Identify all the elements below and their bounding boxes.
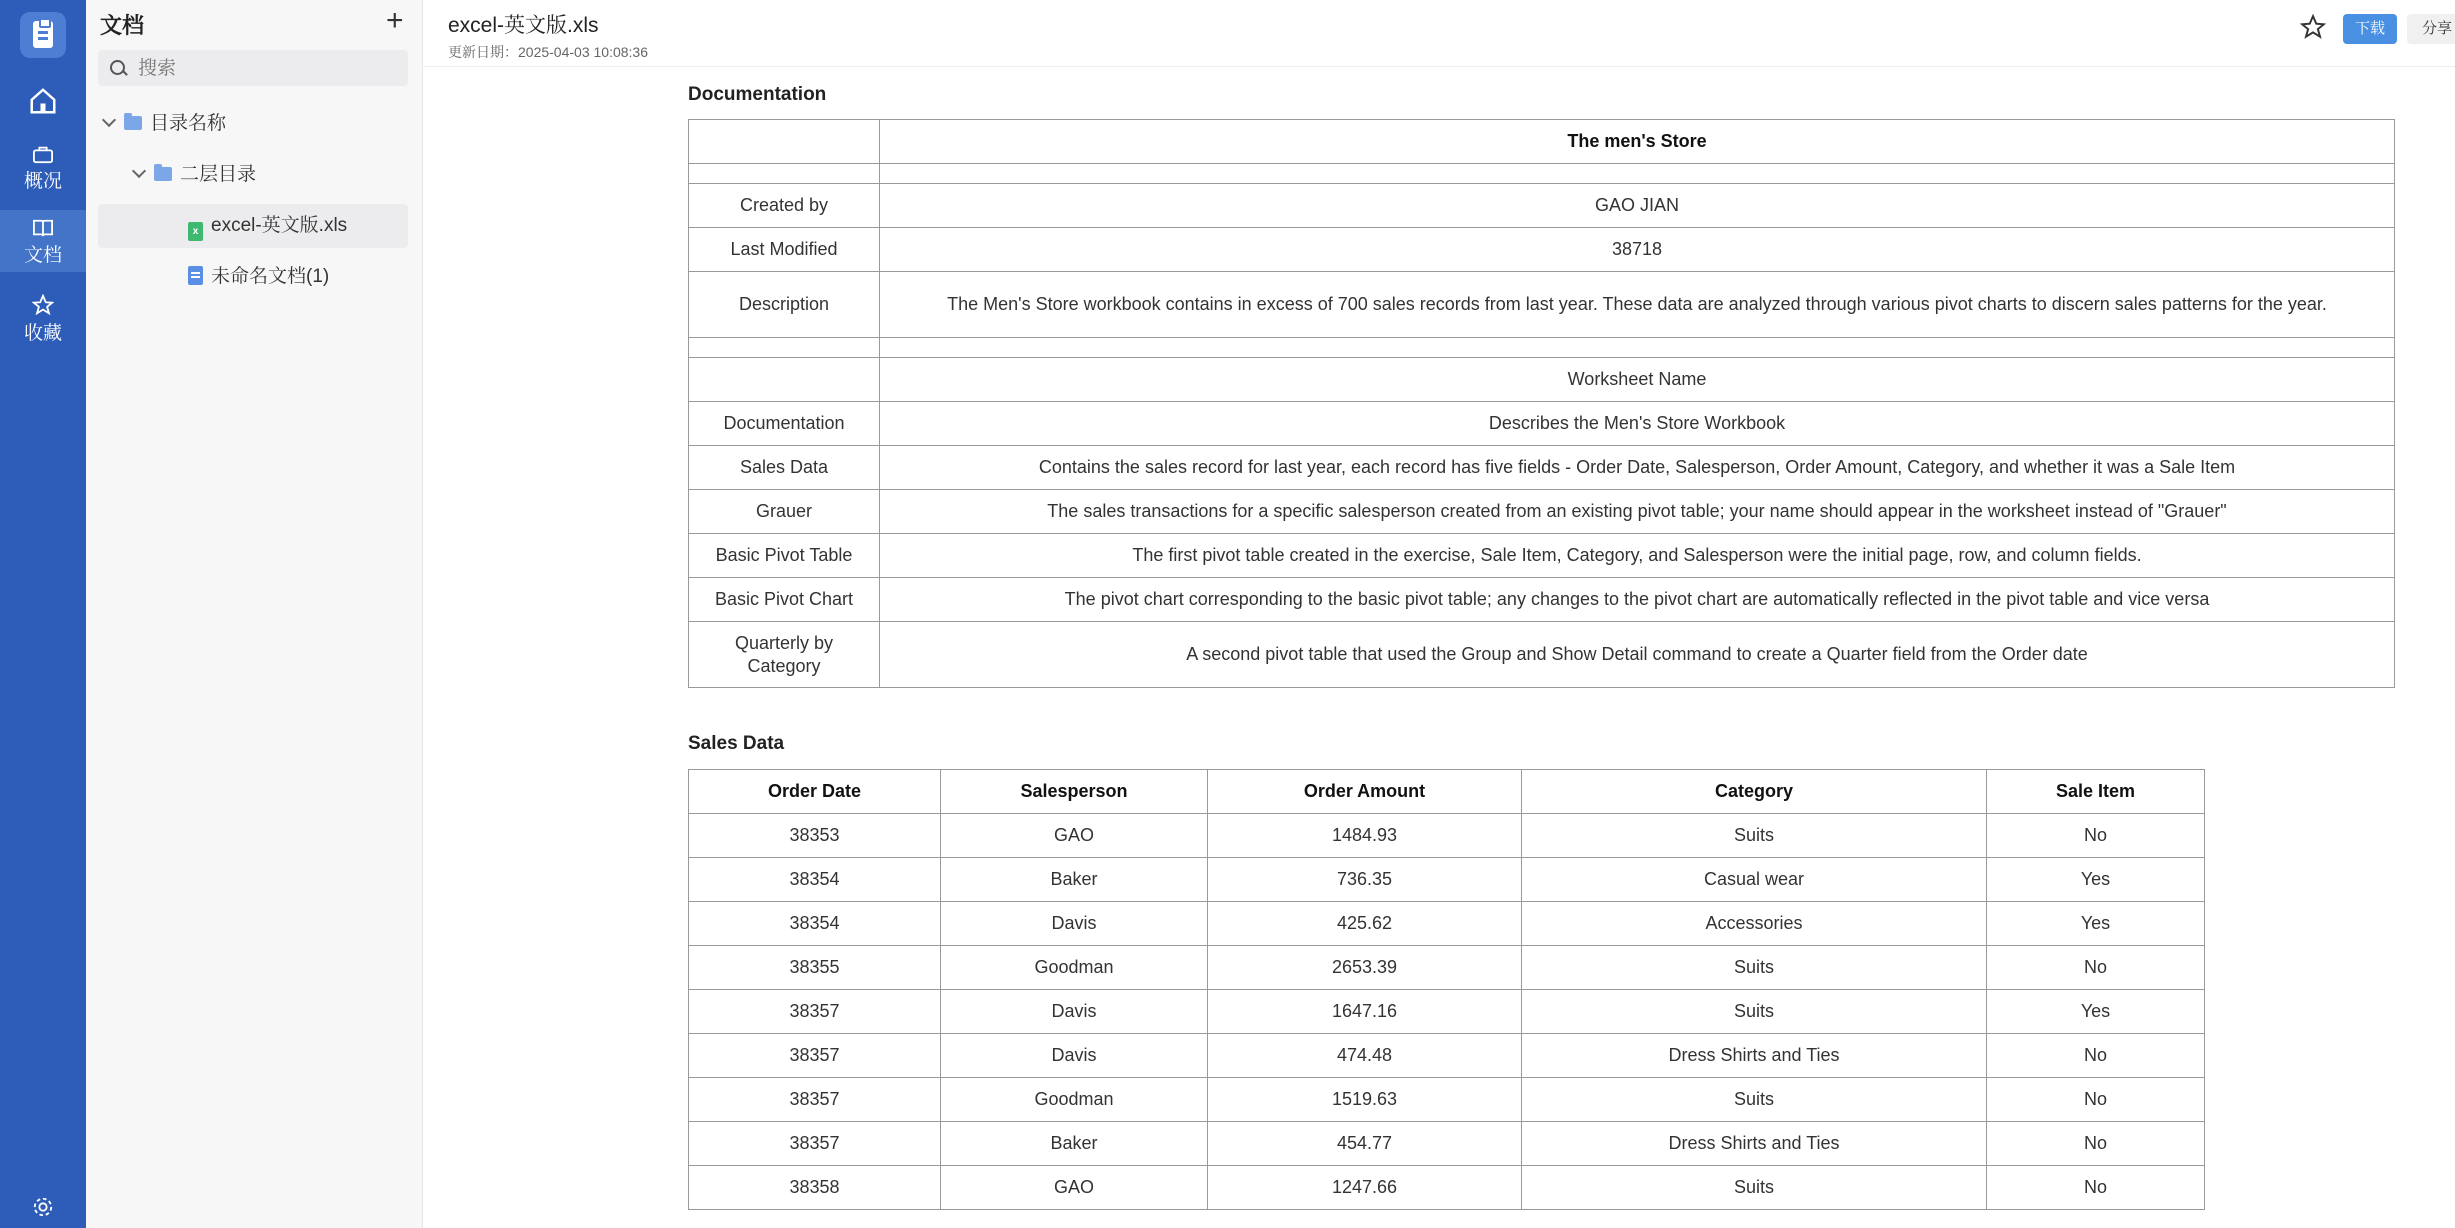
table-cell: Suits [1522,1078,1987,1122]
table-cell: 425.62 [1208,902,1522,946]
tree-item-label: excel-英文版.xls [211,215,348,236]
tree-item-subfolder[interactable] [134,153,404,197]
table-cell [689,164,880,184]
table-cell: Created by [689,184,880,228]
table-cell: Yes [1987,902,2205,946]
table-cell: 38355 [689,946,941,990]
table-row [689,1122,2205,1166]
book-icon [32,218,54,238]
nav-rail [0,0,86,1228]
table-cell: Dress Shirts and Ties [1522,1034,1987,1078]
sales-table-body [689,814,2205,1210]
table-cell: Yes [1987,858,2205,902]
table-cell: 38357 [689,1078,941,1122]
table-row [689,120,2395,164]
table-row [689,358,2395,402]
table-cell: Suits [1522,814,1987,858]
table-row [689,814,2205,858]
table-row [689,184,2395,228]
table-cell: The Men's Store workbook contains in excess of 700 sales records from last year. These data are analyzed through various pivot charts to discern sales patterns for the year. [880,272,2395,338]
table-cell [880,164,2395,184]
tree-item-label: 目录名称 [150,113,227,134]
table-row [689,1078,2205,1122]
table-cell: Goodman [941,946,1208,990]
table-cell [689,120,880,164]
table-cell: Davis [941,902,1208,946]
column-header: Salesperson [941,770,1208,814]
search-icon [110,60,125,75]
sales-section-title: Sales Data [688,733,785,754]
gear-icon [32,1196,54,1218]
table-row [689,228,2395,272]
table-cell: No [1987,1034,2205,1078]
table-cell: Dress Shirts and Ties [1522,1122,1987,1166]
table-row [689,902,2205,946]
table-cell: 38718 [880,228,2395,272]
table-cell: 1247.66 [1208,1166,1522,1210]
table-row [689,490,2395,534]
sales-data-table [688,769,2205,1210]
table-cell: Davis [941,1034,1208,1078]
store-title-cell: The men's Store [880,120,2395,164]
folder-icon [124,116,142,130]
star-icon [32,294,54,316]
documentation-section-title: Documentation [688,84,827,105]
table-cell: Description [689,272,880,338]
table-cell: Grauer [689,490,880,534]
document-title: excel-英文版.xls [448,14,599,37]
overview-nav-item[interactable] [0,140,86,198]
favorite-star-icon[interactable] [2300,14,2326,40]
table-row [689,578,2395,622]
table-cell: 1647.16 [1208,990,1522,1034]
favorites-nav-label: 收藏 [23,323,62,344]
table-cell: 736.35 [1208,858,1522,902]
table-cell: Suits [1522,1166,1987,1210]
table-cell: No [1987,1078,2205,1122]
table-row [689,858,2205,902]
tree-item-doc-file[interactable] [98,255,408,299]
chevron-down-icon[interactable] [102,113,116,127]
table-cell: No [1987,1166,2205,1210]
overview-nav-label: 概况 [23,171,62,192]
sidebar-title: 文档 [100,13,145,38]
briefcase-icon [32,144,54,164]
column-header: Sale Item [1987,770,2205,814]
table-cell: Basic Pivot Table [689,534,880,578]
table-cell: The sales transactions for a specific salesperson created from an existing pivot table; your name should appear in the worksheet instead of "Grauer" [880,490,2395,534]
table-cell: Last Modified [689,228,880,272]
tree-item-label: 二层目录 [180,164,257,185]
table-cell: 2653.39 [1208,946,1522,990]
table-cell [880,338,2395,358]
table-cell: 38354 [689,858,941,902]
search-box [98,50,408,86]
table-cell: Goodman [941,1078,1208,1122]
document-updated-date: 更新日期：2025-04-03 10:08:36 [448,44,648,60]
table-cell: GAO [941,1166,1208,1210]
table-cell: No [1987,946,2205,990]
table-row [689,1034,2205,1078]
chevron-down-icon[interactable] [132,164,146,178]
table-cell: A second pivot table that used the Group and Show Detail command to create a Quarter field from the Order date [880,622,2395,688]
table-cell: Contains the sales record for last year, each record has five fields - Order Date, Salesperson, Order Amount, Category, and whether it was a Sale Item [880,446,2395,490]
table-cell: Yes [1987,990,2205,1034]
file-sidebar [86,0,423,1228]
table-cell: Casual wear [1522,858,1987,902]
documentation-table [688,119,2395,688]
table-cell: 38354 [689,902,941,946]
table-header-row [689,770,2205,814]
table-cell: The first pivot table created in the exercise, Sale Item, Category, and Salesperson were the initial page, row, and column fields. [880,534,2395,578]
column-header: Order Amount [1208,770,1522,814]
docs-nav-label: 文档 [23,245,62,266]
table-cell: 38357 [689,1122,941,1166]
table-cell: 474.48 [1208,1034,1522,1078]
table-cell: No [1987,1122,2205,1166]
tree-item-folder[interactable] [104,102,404,146]
table-cell: The pivot chart corresponding to the basic pivot table; any changes to the pivot chart are automatically reflected in the pivot table and vice versa [880,578,2395,622]
table-cell: No [1987,814,2205,858]
worksheet-header-cell: Worksheet Name [880,358,2395,402]
table-row [689,446,2395,490]
share-button[interactable]: 分享 [2407,14,2455,44]
table-cell: Accessories [1522,902,1987,946]
tree-item-label: 未命名文档(1) [211,266,330,287]
table-row [689,534,2395,578]
table-cell: Sales Data [689,446,880,490]
document-file-icon [188,266,203,285]
search-input[interactable] [136,54,400,84]
column-header: Category [1522,770,1987,814]
excel-file-icon: x [188,222,203,241]
table-row [689,1166,2205,1210]
home-nav-item[interactable] [0,76,86,126]
table-cell: 38358 [689,1166,941,1210]
document-header [423,0,2455,67]
table-cell: Baker [941,1122,1208,1166]
column-header: Order Date [689,770,941,814]
table-cell: Suits [1522,946,1987,990]
settings-nav-item[interactable] [0,1196,86,1222]
table-cell: 38353 [689,814,941,858]
table-row [689,272,2395,338]
table-cell: Basic Pivot Chart [689,578,880,622]
table-row [689,338,2395,358]
table-cell: 1519.63 [1208,1078,1522,1122]
table-cell: Baker [941,858,1208,902]
table-cell: 38357 [689,990,941,1034]
download-button[interactable]: 下载 [2343,14,2397,44]
table-cell: 454.77 [1208,1122,1522,1166]
table-cell: GAO JIAN [880,184,2395,228]
table-cell: 38357 [689,1034,941,1078]
table-cell: Suits [1522,990,1987,1034]
add-icon[interactable]: + [386,4,404,37]
table-cell: Describes the Men's Store Workbook [880,402,2395,446]
tree-item-xls-file[interactable] [98,204,408,248]
table-row [689,402,2395,446]
docs-nav-item[interactable] [0,210,86,272]
table-cell [689,358,880,402]
table-cell: 1484.93 [1208,814,1522,858]
table-row [689,164,2395,184]
table-row [689,990,2205,1034]
table-row [689,622,2395,688]
table-cell: Davis [941,990,1208,1034]
table-row [689,946,2205,990]
table-cell: Documentation [689,402,880,446]
app-logo-icon[interactable] [20,12,66,58]
table-cell [689,338,880,358]
home-icon [28,86,58,116]
table-cell: GAO [941,814,1208,858]
folder-icon [154,167,172,181]
favorites-nav-item[interactable] [0,290,86,348]
table-cell: Quarterly by Category [689,622,880,688]
